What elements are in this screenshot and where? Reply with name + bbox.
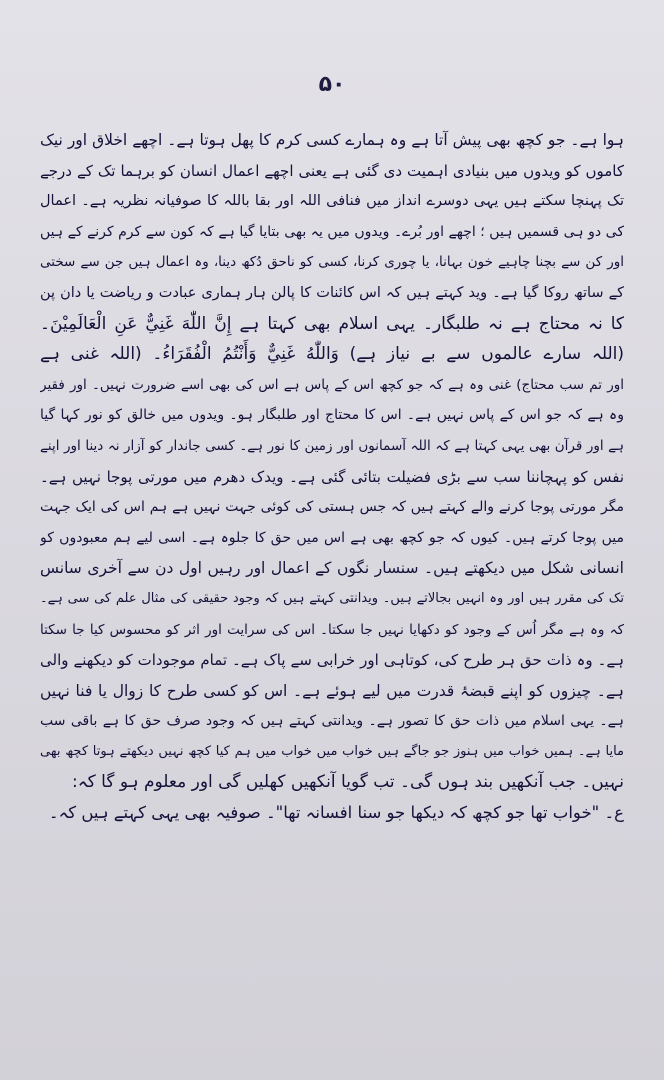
text-line: میں پوجا کرتے ہیں۔ کیوں کہ جو کچھ بھی ہے اس میں حق کا جلوہ ہے۔ اسی لیے ہم معبودوں کو [40, 529, 624, 546]
text-line: ہے۔ یہی اسلام میں ذات حق کا تصور ہے۔ ویدانتی کہتے ہیں کہ وجود صرف حق کا ہے باقی سب [40, 713, 624, 730]
page-number: ۵۰ [318, 72, 346, 97]
text-line: مایا ہے۔ ہمیں خواب میں ہنوز جو جاگے ہیں خواب میں خواب میں ہم کیا کچھ نہیں دیکھتے ہوتا کچھ بھی [40, 743, 624, 759]
text-line: نہیں۔ جب آنکھیں بند ہوں گی۔ تب گویا آنکھیں کھلیں گی اور معلوم ہو گا کہ: [71, 772, 624, 793]
text-line: تک پہنچا سکتے ہیں یہی دوسرے انداز میں فنافی اللہ اور بقا باللہ کا صوفیانہ نظریہ ہے۔ اعمال [40, 193, 624, 210]
text-line: نفس کو پہچاننا سب سے بڑی فضیلت بتائی گئی ہے۔ ویدک دھرم میں مورتی پوجا نہیں ہے۔ [40, 467, 624, 486]
text-line: مگر مورتی پوجا کرنے والے کہتے ہیں کہ جس ہستی کی کوئی جہت نہیں ہے ہم اس کی ایک جہت [40, 499, 624, 516]
text-line: وہ ہے کہ جو اس کے پاس نہیں ہے۔ اس کا محتاج اور طلبگار ہو۔ ویدوں میں خالق کو نور کہا گیا [40, 407, 624, 424]
text-line: کے ساتھ روکا گیا ہے۔ وید کہتے ہیں کہ اس کائنات کا پالن ہار ہماری عبادت و ریاضت یا دان پن [40, 284, 624, 301]
text-line: کہ وہ ہے مگر اُس کے وجود کو دکھایا نہیں جا سکتا۔ اس کی سرایت اور اثر کو محسوس کیا جا سکتا [40, 621, 624, 638]
text-line: ہے اور قرآن بھی یہی کہتا ہے کہ اللہ آسمانوں اور زمین کا نور ہے۔ کسی جاندار کو آزار نہ دینا اور اپنے [40, 437, 624, 454]
text-line-arabic-verse: (اللہ سارے عالموں سے بے نیاز ہے) وَاللّٰهُ غَنِيٌّ وَأَنْتُمُ الْفُقَرَاءُ۔ (اللہ غنی ہے [40, 344, 624, 365]
page-body-text [40, 125, 624, 829]
text-line-arabic-verse: کا نہ محتاج ہے نہ طلبگار۔ یہی اسلام بھی کہتا ہے إِنَّ اللّٰهَ غَنِيٌّ عَنِ الْعَالَمِيْنَ۔ [40, 313, 624, 334]
text-line: تک کی مقرر ہیں اور وہ انہیں بجالاتے ہیں۔ ویدانتی کہتے ہیں کہ وجود حقیقی کی مثال علم کی سی ہے۔ [40, 590, 624, 606]
text-line: انسانی شکل میں دیکھتے ہیں۔ سنسار نگوں کے اعمال اور رہیں اول دن سے آخری سانس [40, 559, 624, 578]
text-line-verse-quote: ع۔ "خواب تھا جو کچھ کہ دیکھا جو سنا افسانہ تھا"۔ صوفیہ بھی یہی کہتے ہیں کہ۔ [48, 803, 624, 823]
text-line: اور تم سب محتاج) غنی وہ ہے کہ جو کچھ اس کے پاس ہے اس کی بھی اسے ضرورت نہیں۔ اور فقیر [40, 376, 624, 393]
text-line: ہے۔ چیزوں کو اپنے قبضۂ قدرت میں لیے ہوئے ہے۔ اس کو کسی طرح کا زوال یا فنا نہیں [40, 681, 624, 700]
text-line: کاموں کو ویدوں میں بنیادی اہمیت دی گئی ہے یعنی اچھے اعمال انسان کو برہما تک کے درجے [40, 161, 624, 180]
text-line: ہوا ہے۔ جو کچھ بھی پیش آتا ہے وہ ہمارے کسی کرم کا پھل ہوتا ہے۔ اچھے اخلاق اور نیک [40, 131, 624, 149]
text-line: اور کن سے بچنا چاہیے خون بہانا، یا چوری کرنا، کسی کو ناحق دُکھ دینا، وہ اعمال ہیں جن سے سختی [40, 254, 624, 271]
text-line: ہے۔ وہ ذات حق ہر طرح کی، کوتاہی اور خرابی سے پاک ہے۔ تمام موجودات کو دیکھنے والی [40, 651, 624, 670]
text-line: کی دو ہی قسمیں ہیں ؛ اچھے اور بُرے۔ ویدوں میں یہ بھی بتایا گیا ہے کہ کون سے کرم کرنے کے ہیں [40, 223, 624, 240]
